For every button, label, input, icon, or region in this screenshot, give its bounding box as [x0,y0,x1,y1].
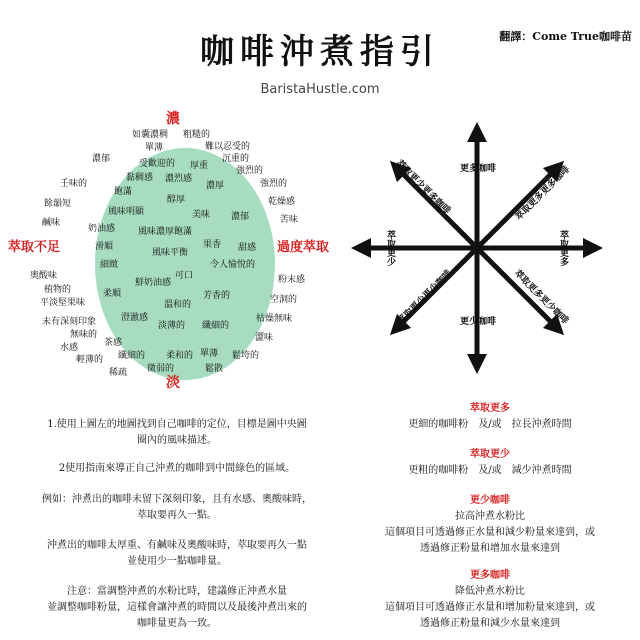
wheel-word: 無味的 [70,330,98,340]
wheel-top-label: 濃 [166,111,180,127]
wheel-word: 芳香的 [203,291,231,301]
wheel-word: 柔和的 [166,351,194,361]
legend-line: 透過修正粉量和減少水量來達到 [420,618,560,629]
legend-line: 這個項目可透過修正水量和減少粉量來達到，或 [385,527,595,538]
wheel-word: 粗糙的 [183,130,211,140]
wheel-word: 鬆垮的 [232,351,260,361]
wheel-word: 水感 [60,343,79,353]
wheel-word: 微弱的 [147,364,175,374]
wheel-word: 鹹味 [42,218,61,228]
wheel-word: 單薄 [145,143,164,153]
wheel-word: 稀疏 [109,368,128,378]
wheel-word: 濃烈感 [165,174,193,184]
wheel-word: 風味明顯 [108,207,145,217]
wheel-word: 苦味 [280,215,299,225]
instruction-line: 1.使用上圖左的地圖找到自己咖啡的定位，目標是圖中央圖 [47,419,307,430]
page-title: 咖啡沖煮指引 [200,32,440,72]
wheel-word: 植物的 [44,285,72,295]
instruction-line: 萃取要再久一點。 [137,510,217,521]
wheel-word: 濃郁 [231,212,250,222]
wheel-word: 平淡堅果味 [40,298,86,308]
wheel-word: 強烈的 [260,179,288,189]
legend-heading: 萃取更少 [470,449,510,460]
wheel-word: 如囊濃稠 [132,130,169,140]
wheel-word: 濃厚 [206,181,225,191]
arrow-label-top-right: 萃取更多更多咖啡 [514,164,573,223]
wheel-word: 難以忍受的 [205,142,251,152]
wheel-word: 鮮奶油感 [135,278,172,288]
wheel-word: 濃郁 [92,154,111,164]
wheel-word: 餘韻短 [44,199,72,209]
wheel-word: 澄澈感 [121,313,149,323]
source-label: BaristaHustle.com [260,82,380,97]
instruction-line: 並調整咖啡粉量，這樣會讓沖煮的時間以及最後沖煮出來的 [47,602,307,613]
wheel-word: 空洞的 [270,295,298,305]
instruction-line: 咖啡量更為一致。 [137,618,217,629]
wheel-word: 飽滿 [114,187,133,197]
instruction-line: 並使用少一點咖啡量。 [127,556,227,567]
arrow-label-top: 更多咖啡 [460,164,497,174]
arrow-label-bottom: 更少咖啡 [460,317,497,327]
wheel-word: 纖細的 [202,321,230,331]
wheel-word: 厚重 [190,161,209,171]
translator-credit: 翻譯：Come True咖啡苗 [499,30,632,43]
instruction-line: 例如：沖煮出的咖啡未留下深刻印象，且有水感、奧酸味時， [42,494,312,505]
wheel-word: 細緻 [100,260,119,270]
wheel-word: 滑順 [95,242,114,252]
wheel-word: 受歡迎的 [139,159,176,169]
legend-heading: 更多咖啡 [470,570,510,581]
wheel-word: 乾燥感 [268,197,296,207]
arrow-label-bottom-right: 萃取更多更少咖啡 [511,268,570,327]
wheel-word: 茶感 [104,338,123,348]
wheel-word: 鬆散 [205,364,224,374]
wheel-word: 未有深刻印象 [42,317,97,327]
wheel-word: 令人愉悅的 [210,260,256,270]
wheel-word: 枯燥無味 [256,314,293,324]
wheel-word: 醇厚 [167,195,186,205]
legend-line: 拉高沖煮水粉比 [455,511,525,522]
instruction-line: 2使用指南來導正自己沖煮的咖啡到中間綠色的區域。 [58,463,296,474]
arrow-label-bottom-left: 萃取更少更少咖啡 [396,268,455,327]
wheel-word: 澀味 [255,333,274,343]
instruction-line: 注意：當調整沖煮的水粉比時，建議修正沖煮水量 [67,586,287,597]
instruction-line: 沖煮出的咖啡太厚重、有鹹味及奧酸味時，萃取要再久一點 [47,540,307,551]
wheel-word: 壬味的 [60,179,88,189]
legend-heading: 更少咖啡 [470,495,510,506]
wheel-word: 單薄 [200,349,219,359]
wheel-word: 強烈的 [236,166,264,176]
wheel-word: 黏稠感 [126,173,154,183]
wheel-word: 溫和的 [164,300,192,310]
arrow-label-left: 萃取更少 [385,230,395,266]
legend-line: 這個項目可透過修正水量和增加粉量來達到，或 [385,602,595,613]
arrow-label-top-left: 萃取更少更多咖啡 [393,158,452,217]
wheel-word: 奧酸味 [30,271,58,281]
legend-line: 透過修正粉量和增加水量來達到 [420,543,560,554]
wheel-word: 可口 [175,271,194,281]
wheel-word: 甜感 [238,243,257,253]
wheel-word: 纖細的 [118,351,146,361]
wheel-word: 柔順 [103,289,122,299]
wheel-word: 奶油感 [88,224,116,234]
wheel-word: 美味 [192,210,211,220]
legend-line: 更細的咖啡粉 及/或 拉長沖煮時間 [408,419,572,430]
wheel-word: 果香 [203,240,222,250]
wheel-word: 粉末感 [278,275,306,285]
instruction-line: 圈內的風味描述。 [137,435,217,446]
wheel-word: 淡薄的 [158,321,186,331]
arrow-label-right: 萃取更多 [558,230,568,266]
wheel-word: 風味濃厚飽滿 [138,227,193,237]
legend-line: 降低沖煮水粉比 [455,586,525,597]
wheel-word: 風味平衡 [152,248,189,258]
legend-line: 更粗的咖啡粉 及/或 減少沖煮時間 [408,465,572,476]
wheel-left-label: 萃取不足 [8,240,61,255]
wheel-word: 輕薄的 [76,355,104,365]
wheel-bottom-label: 淡 [166,375,180,391]
wheel-word: 沉重的 [222,154,250,164]
legend-heading: 萃取更多 [470,403,510,414]
wheel-right-label: 過度萃取 [277,240,330,255]
